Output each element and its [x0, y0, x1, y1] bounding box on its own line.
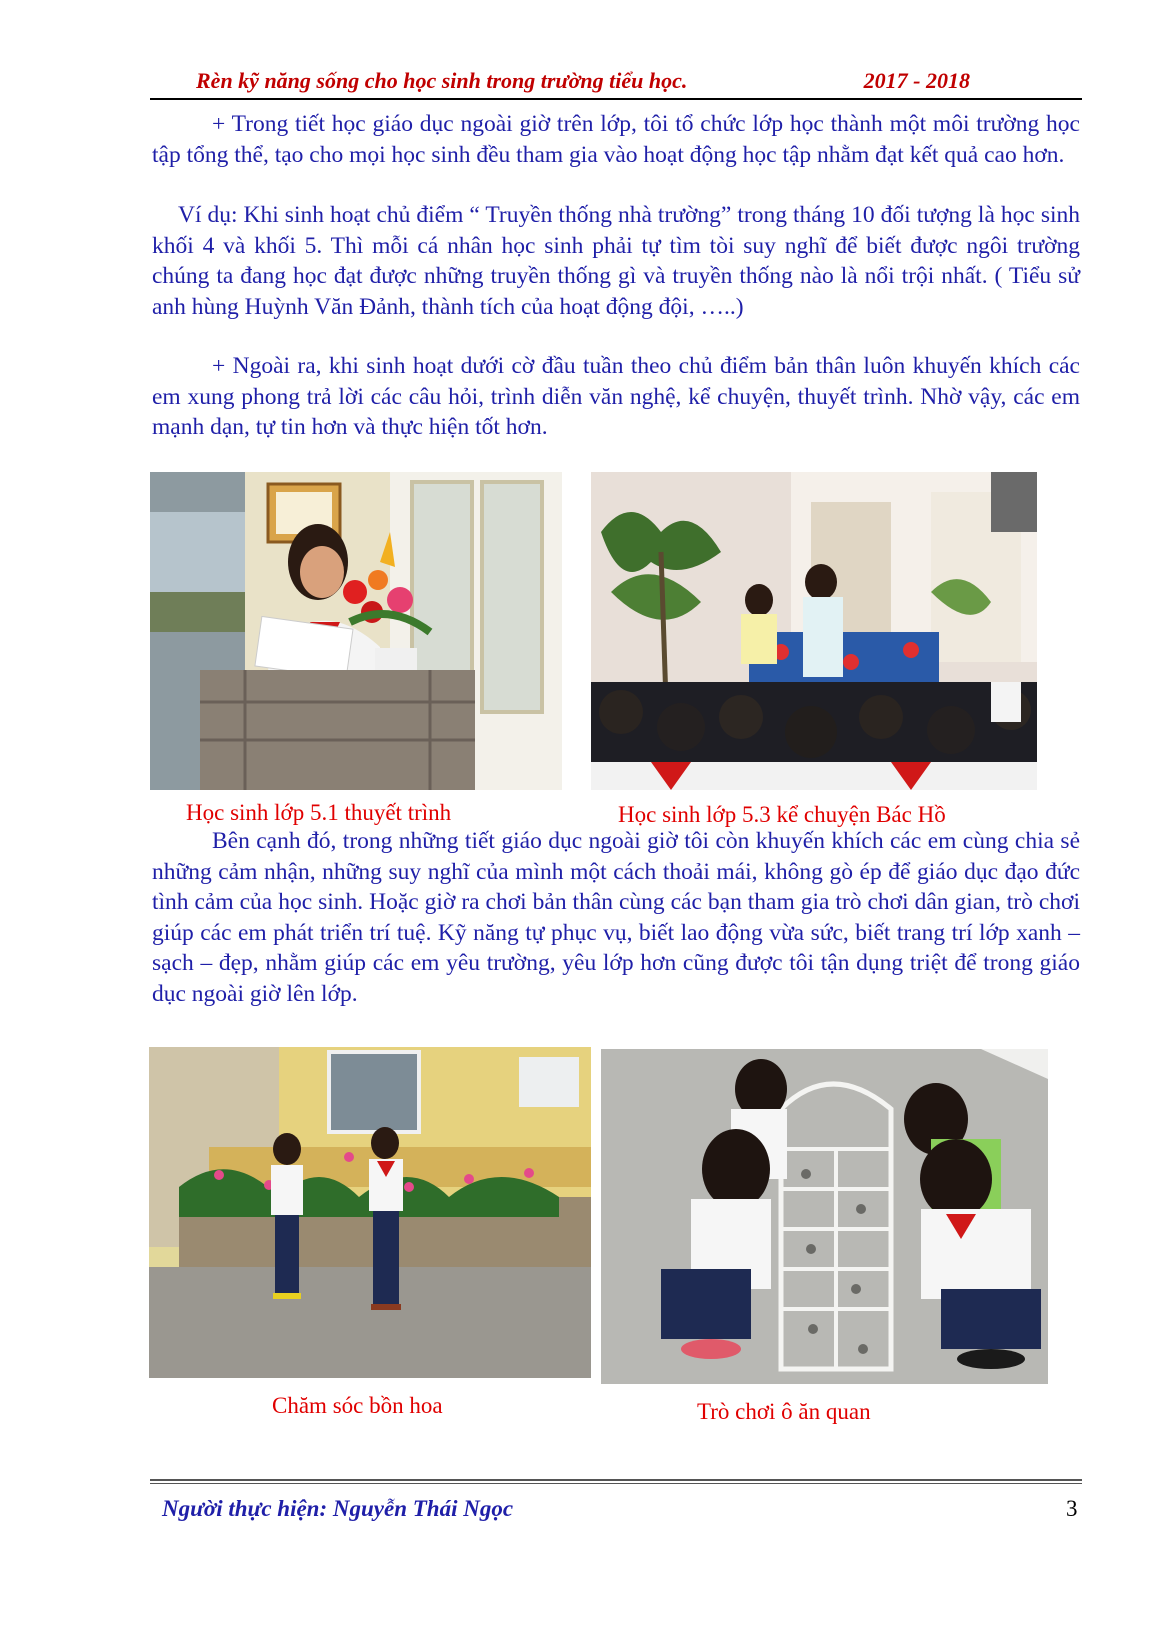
photo-flower-bed — [149, 1047, 591, 1378]
footer-divider — [150, 1479, 1082, 1481]
caption-photo-1: Học sinh lớp 5.1 thuyết trình — [186, 800, 452, 825]
photo-o-an-quan-game — [601, 1049, 1048, 1384]
document-title: Rèn kỹ năng sống cho học sinh trong trường tiểu học. — [196, 68, 688, 93]
paragraph-4: Bên cạnh đó, trong những tiết giáo dục ngoài giờ tôi còn khuyến khích các em cùng chia sẻ những cảm nhận, những suy nghĩ của mình một cách thoải mái, không gò ép để giáo dục đạo đức tình cảm của học sinh. Hoặc giờ ra chơi bản thân cùng các bạn tham gia trò chơi dân gian, trò chơi giúp các em phát triển trí tuệ. Kỹ năng tự phục vụ, biết lao động vừa sức, biết trang trí lớp xanh – sạch – đẹp, nhằm giúp các em yêu trường, yêu lớp hơn cũng được tôi tận dụng triệt để trong giáo dục ngoài giờ lên lớp. — [152, 828, 1080, 1007]
school-year: 2017 - 2018 — [863, 68, 970, 93]
footer-divider-thin — [150, 1483, 1082, 1484]
paragraph-3: + Ngoài ra, khi sinh hoạt dưới cờ đầu tuần theo chủ điểm bản thân luôn khuyến khích các em xung phong trả lời các câu hỏi, trình diễn văn nghệ, kể chuyện, thuyết trình. Nhờ vậy, các em mạnh dạn, tự tin hơn và thực hiện tốt hơn. — [152, 353, 1080, 440]
page-number: 3 — [1066, 1496, 1078, 1521]
caption-photo-2: Học sinh lớp 5.3 kể chuyện Bác Hồ — [618, 802, 946, 827]
photo-student-presentation — [150, 472, 562, 790]
caption-photo-4: Trò chơi ô ăn quan — [697, 1399, 871, 1424]
caption-photo-3: Chăm sóc bồn hoa — [272, 1393, 443, 1418]
page-header — [150, 68, 1082, 100]
paragraph-1: + Trong tiết học giáo dục ngoài giờ trên lớp, tôi tổ chức lớp học thành một môi trường học tập tổng thể, tạo cho mọi học sinh đều tham gia vào hoạt động học tập nhằm đạt kết quả cao hơn. — [152, 111, 1080, 168]
photo-storytelling — [591, 472, 1037, 790]
footer-author: Người thực hiện: Nguyễn Thái Ngọc — [162, 1496, 514, 1521]
paragraph-2: Ví dụ: Khi sinh hoạt chủ điểm “ Truyền thống nhà trường” trong tháng 10 đối tượng là học sinh khối 4 và khối 5. Thì mỗi cá nhân học sinh phải tự tìm tòi suy nghĩ để biết được ngôi trường chúng ta đang học đạt được những truyền thống gì và truyền thống nào là nổi trội nhất. ( Tiểu sử anh hùng Huỳnh Văn Đảnh, thành tích của hoạt động đội, …..) — [152, 202, 1080, 320]
